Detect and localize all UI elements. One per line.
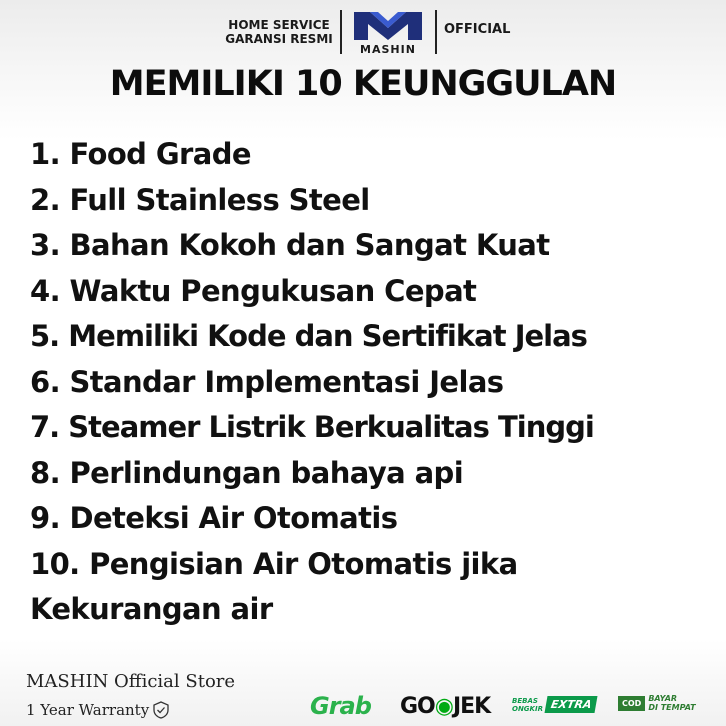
cod-text: [648, 694, 695, 712]
store-name: MASHIN Official Store: [26, 671, 236, 692]
gojek-logo-right: JEK: [452, 694, 491, 719]
bebas-ongkir-text: [512, 697, 543, 713]
feature-item: 2. Full Stainless Steel: [30, 182, 370, 217]
bebas-ongkir-logo: [512, 696, 596, 713]
divider: [340, 10, 342, 54]
home-service-badge: [224, 18, 334, 46]
feature-item: 7. Steamer Listrik Berkualitas Tinggi: [30, 410, 594, 444]
feature-item: 9. Deteksi Air Otomatis: [30, 501, 398, 535]
feature-item: 8. Perlindungan bahaya api: [30, 455, 464, 490]
feature-item: 6. Standar Implementasi Jelas: [30, 364, 504, 399]
home-service-line1: HOME SERVICE: [228, 18, 330, 32]
brand-name: MASHIN: [360, 43, 416, 56]
mashin-logo-icon: [348, 8, 428, 56]
warranty-text: 1 Year Warranty: [26, 701, 150, 719]
feature-item: 4. Waktu Pengukusan Cepat: [30, 273, 477, 308]
official-label: OFFICIAL: [444, 22, 511, 37]
shield-check-icon: [153, 701, 169, 719]
cod-line2: DI TEMPAT: [648, 703, 696, 712]
cod-badge: COD: [618, 696, 645, 711]
partner-logos: [300, 692, 720, 722]
brand-header: [0, 8, 726, 56]
feature-item: 1. Food Grade: [30, 137, 251, 171]
grab-logo: Grab: [310, 692, 371, 720]
cod-logo: [618, 694, 696, 712]
bebas-extra-badge: EXTRA: [544, 696, 597, 713]
feature-item: Kekurangan air: [30, 592, 273, 626]
home-service-line2: GARANSI RESMI: [225, 32, 333, 46]
gojek-logo: [400, 694, 490, 719]
gojek-logo-left: GO: [400, 694, 435, 719]
bebas-line2: ONGKIR: [512, 704, 543, 713]
gojek-icon: ◉: [434, 694, 453, 719]
cod-line1: BAYAR: [648, 694, 678, 703]
page-title: MEMILIKI 10 KEUNGGULAN: [109, 64, 617, 104]
feature-item: 10. Pengisian Air Otomatis jika: [30, 546, 518, 581]
divider: [435, 10, 437, 54]
feature-item: 5. Memiliki Kode dan Sertifikat Jelas: [30, 319, 587, 353]
mashin-logo-mark: [348, 8, 428, 44]
feature-list: [30, 132, 720, 633]
bebas-line1: BEBAS: [512, 696, 538, 705]
warranty-label: [26, 701, 169, 719]
feature-item: 3. Bahan Kokoh dan Sangat Kuat: [30, 228, 550, 262]
